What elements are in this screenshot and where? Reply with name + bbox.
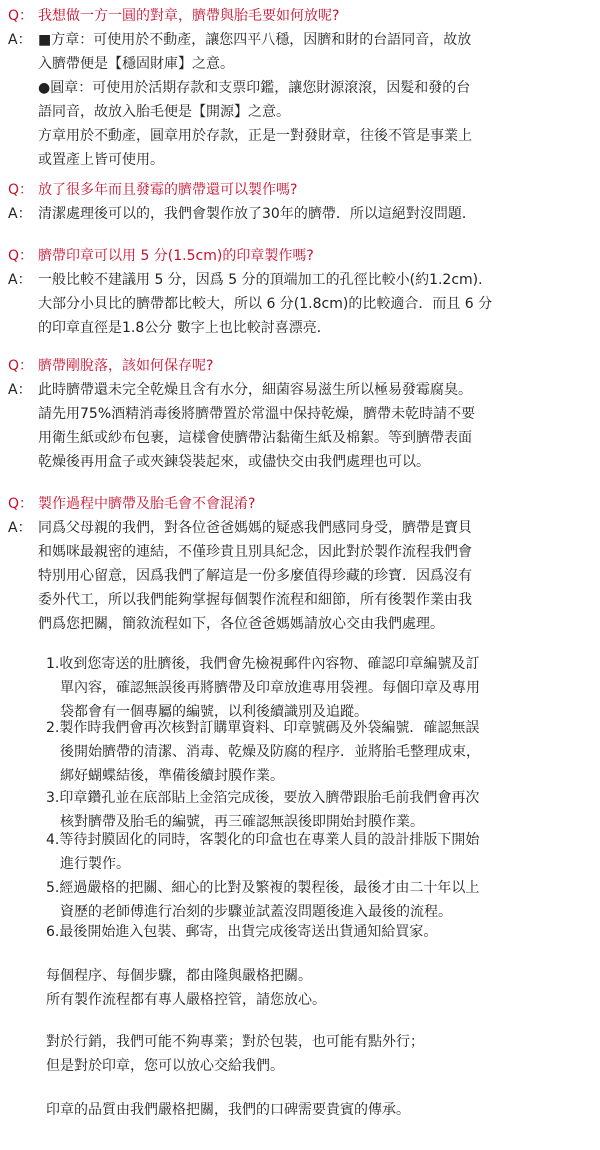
step-line: 袋都會有一個專屬的編號，以利後續識別及追蹤。	[60, 704, 368, 720]
closing-line: 印章的品質由我們嚴格把關，我們的口碑需要貴賓的傳承。	[46, 1102, 410, 1118]
faq-item	[8, 178, 596, 226]
question: Q： 我想做一方一圓的對章，臍帶與胎毛要如何放呢?	[8, 8, 340, 24]
closing-block	[8, 1030, 596, 1078]
closing-block	[8, 1098, 596, 1122]
step-line: 3.印章鑽孔並在底部貼上金箔完成後，要放入臍帶跟胎毛前我們會再次	[46, 790, 480, 806]
closing-block	[8, 964, 596, 1012]
answer-line: 語同音，故放入胎毛便是【開源】之意。	[38, 104, 290, 120]
process-step	[8, 652, 596, 724]
process-step	[8, 828, 596, 876]
answer-line: 們爲您把關，簡敘流程如下，各位爸爸媽媽請放心交由我們處理。	[38, 616, 444, 632]
step-line: 2.製作時我們會再次核對訂購單資料、印章號碼及外袋編號．確認無誤	[46, 720, 480, 736]
answer-line: 和媽咪最親密的連結，不僅珍貴且別具紀念，因此對於製作流程我們會	[38, 544, 472, 560]
step-line: 核對臍帶及胎毛的編號，再三確認無誤後即開始封膜作業。	[60, 814, 424, 830]
process-step	[8, 786, 596, 834]
step-line: 單內容，確認無誤後再將臍帶及印章放進專用袋裡。每個印章及專用	[60, 680, 480, 696]
answer-line: A： 同爲父母親的我們，對各位爸爸媽媽的疑惑我們感同身受，臍帶是寶貝	[8, 520, 472, 536]
step-line: 後開始臍帶的清潔、消毒、乾燥及防腐的程序．並將胎毛整理成束，	[60, 744, 480, 760]
answer-line: 方章用於不動產，圓章用於存款，正是一對發財章，往後不管是事業上	[38, 128, 472, 144]
answer-line: 入臍帶便是【穩固財庫】之意。	[38, 56, 234, 72]
step-line: 4.等待封膜固化的同時，客製化的印盒也在專業人員的設計排版下開始	[46, 832, 480, 848]
answer-line: 用衛生紙或紗布包裹，這樣會使臍帶沾黏衛生紙及棉絮。等到臍帶表面	[38, 430, 472, 446]
step-line: 1.收到您寄送的肚臍後，我們會先檢視郵件內容物、確認印章編號及訂	[46, 656, 480, 672]
answer-line: A： 清潔處理後可以的，我們會製作放了30年的臍帶．所以這絕對沒問題．	[8, 206, 476, 222]
faq-item	[8, 4, 596, 172]
closing-line: 但是對於印章，您可以放心交給我們。	[46, 1058, 284, 1074]
answer-line: 請先用75%酒精消毒後將臍帶置於常溫中保持乾燥，臍帶未乾時請不要	[38, 406, 476, 422]
answer-line: 特別用心留意，因爲我們了解這是一份多麼值得珍藏的珍寶．因爲沒有	[38, 568, 472, 584]
answer-line: ●圓章：可使用於活期存款和支票印鑑，讓您財源滾滾，因髮和發的台	[38, 80, 471, 96]
question: Q： 製作過程中臍帶及胎毛會不會混淆?	[8, 496, 256, 512]
faq-item	[8, 492, 596, 636]
answer-line: 乾燥後再用盒子或夾鍊袋裝起來，或儘快交由我們處理也可以。	[38, 454, 430, 470]
answer-line: 大部分小貝比的臍帶都比較大，所以 6 分(1.8cm)的比較適合．而且 6 分	[38, 296, 493, 312]
process-step	[8, 716, 596, 788]
step-line: 6.最後開始進入包裝、郵寄，出貨完成後寄送出貨通知給買家。	[46, 924, 438, 940]
closing-line: 每個程序、每個步驟，都由隆與嚴格把關。	[46, 968, 312, 984]
faq-item	[8, 354, 596, 474]
closing-line: 對於行銷，我們可能不夠專業；對於包裝，也可能有點外行；	[46, 1034, 424, 1050]
step-line: 5.經過嚴格的把關、細心的比對及繁複的製程後，最後才由二十年以上	[46, 880, 480, 896]
question: Q： 放了很多年而且發霉的臍帶還可以製作嗎?	[8, 182, 298, 198]
closing-line: 所有製作流程都有專人嚴格控管，請您放心。	[46, 992, 326, 1008]
step-line: 資歷的老師傅進行冶刻的步驟並試蓋沒問題後進入最後的流程。	[60, 904, 452, 920]
process-step	[8, 920, 596, 944]
answer-line: 的印章直徑是1.8公分 數字上也比較討喜漂亮．	[38, 320, 331, 336]
answer-line: A： 一般比較不建議用 5 分，因爲 5 分的頂端加工的孔徑比較小(約1.2cm)．	[8, 272, 493, 288]
answer-line: A： 此時臍帶還未完全乾燥且含有水分，細菌容易滋生所以極易發霉腐臭。	[8, 382, 472, 398]
answer-line: A： ■方章：可使用於不動產，讓您四平八穩，因臍和財的台語同音，故放	[8, 32, 472, 48]
answer-line: 委外代工，所以我們能夠掌握每個製作流程和細節，所有後製作業由我	[38, 592, 472, 608]
question: Q： 臍帶印章可以用 5 分(1.5cm)的印章製作嗎?	[8, 248, 314, 264]
faq-item	[8, 244, 596, 340]
process-step	[8, 876, 596, 924]
step-line: 進行製作。	[60, 856, 130, 872]
step-line: 綁好蝴蝶結後，準備後續封膜作業。	[60, 768, 284, 784]
question: Q： 臍帶剛脫落，該如何保存呢?	[8, 358, 214, 374]
answer-line: 或置產上皆可使用。	[38, 152, 164, 168]
